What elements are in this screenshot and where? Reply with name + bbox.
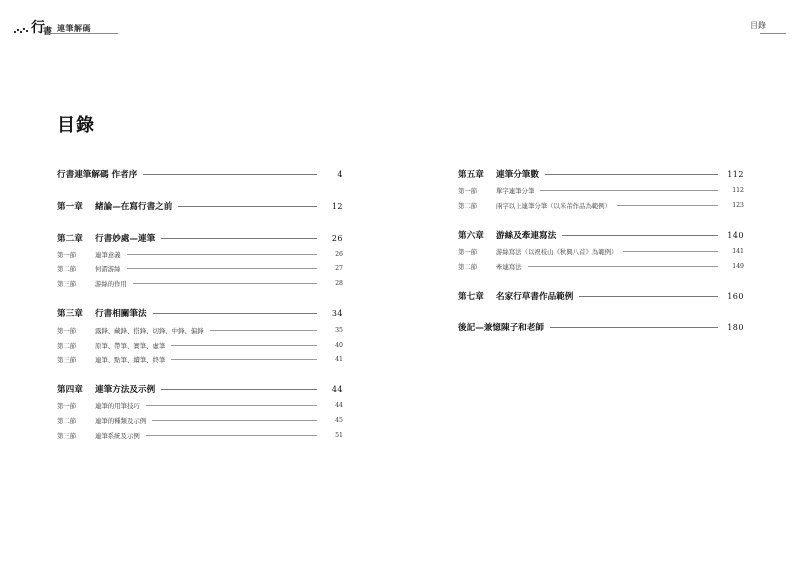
toc-leader-line <box>545 174 718 175</box>
toc-page-number: 44 <box>335 401 343 409</box>
logo-char-bottom: 書 <box>43 27 53 37</box>
toc-chapter-entry[interactable] <box>458 290 744 302</box>
toc-section-entry[interactable] <box>57 340 343 350</box>
toc-page-number: 41 <box>335 355 343 363</box>
toc-entry-number: 第一節 <box>57 326 77 335</box>
toc-leader-line <box>127 254 317 255</box>
toc-leader-line <box>127 268 317 269</box>
page-title: 目錄 <box>57 115 95 136</box>
toc-page-number: 26 <box>335 250 343 258</box>
toc-leader-line <box>171 359 317 360</box>
toc-entry-title: 游絲及牽連寫法 <box>496 231 557 241</box>
logo-char-top: 行 <box>31 20 45 36</box>
toc-section-entry[interactable] <box>57 249 343 259</box>
toc-page-number: 44 <box>331 384 343 394</box>
toc-entry-number: 第二節 <box>57 416 77 425</box>
logo-dots-icon <box>14 22 30 34</box>
toc-entry-title: 連筆分筆數 <box>496 170 539 180</box>
toc-page-number: 160 <box>727 291 744 301</box>
toc-entry-number: 第三節 <box>57 279 77 288</box>
toc-entry-title: 行書相關筆法 <box>95 309 147 319</box>
toc-entry-title: 連筆意義 <box>95 250 121 259</box>
toc-leader-line <box>210 330 317 331</box>
toc-page-number: 28 <box>335 279 343 287</box>
toc-entry-number: 第二節 <box>458 201 478 210</box>
toc-entry-number: 第一章 <box>57 202 83 212</box>
toc-entry-number: 第五章 <box>458 170 484 180</box>
toc-section-entry[interactable] <box>57 325 343 335</box>
toc-page-number: 140 <box>727 230 744 240</box>
toc-leader-line <box>153 313 317 314</box>
toc-page-number: 34 <box>331 308 343 318</box>
toc-leader-line <box>161 389 317 390</box>
toc-page-number: 4 <box>337 169 343 179</box>
toc-section-entry[interactable] <box>458 246 744 256</box>
running-header-left <box>14 18 92 37</box>
toc-section-entry[interactable] <box>57 400 343 410</box>
toc-entry-title: 牽連寫法 <box>496 262 522 271</box>
toc-chapter-entry[interactable] <box>57 232 343 244</box>
toc-section-entry[interactable] <box>458 200 744 210</box>
toc-section-entry[interactable] <box>57 278 343 288</box>
toc-entry-title: 原筆、帶筆、實筆、虛筆 <box>95 341 166 350</box>
toc-page-number: 27 <box>335 264 343 272</box>
toc-section-entry[interactable] <box>458 185 744 195</box>
toc-leader-line <box>540 190 718 191</box>
toc-entry-number: 第三節 <box>57 431 77 440</box>
toc-entry-number: 第一節 <box>57 401 77 410</box>
toc-entry-number: 第二節 <box>458 262 478 271</box>
toc-entry-number: 第二章 <box>57 234 83 244</box>
toc-entry-number: 第一節 <box>57 250 77 259</box>
toc-leader-line <box>152 420 317 421</box>
toc-page-number: 123 <box>732 201 744 209</box>
toc-leader-line <box>133 283 317 284</box>
toc-page-number: 26 <box>331 233 343 243</box>
toc-entry-title: 連筆的用筆技巧 <box>95 401 140 410</box>
toc-entry-title: 何謂游絲 <box>95 264 121 273</box>
toc-entry-number: 第六章 <box>458 231 484 241</box>
toc-section-entry[interactable] <box>458 261 744 271</box>
toc-entry-title: 連筆、點筆、續筆、終筆 <box>95 355 166 364</box>
toc-leader-line <box>579 296 718 297</box>
toc-entry-title: 後記—兼憶陳子和老師 <box>458 323 544 333</box>
toc-chapter-entry[interactable] <box>57 383 343 395</box>
toc-page-number: 112 <box>727 169 744 179</box>
toc-leader-line <box>617 205 718 206</box>
toc-leader-line <box>528 266 718 267</box>
toc-page-number: 141 <box>732 247 744 255</box>
toc-entry-number: 第七章 <box>458 292 484 302</box>
toc-entry-number: 第二節 <box>57 264 77 273</box>
toc-entry-number: 第二節 <box>57 341 77 350</box>
toc-section-entry[interactable] <box>57 354 343 364</box>
toc-entry-title: 名家行草書作品範例 <box>496 292 574 302</box>
toc-entry-title: 緒論—在寫行書之前 <box>95 202 173 212</box>
toc-page-number: 40 <box>335 341 343 349</box>
toc-chapter-entry[interactable] <box>57 307 343 319</box>
toc-leader-line <box>143 174 317 175</box>
toc-leader-line <box>146 405 317 406</box>
toc-leader-line <box>178 206 317 207</box>
toc-page-number: 51 <box>335 431 343 439</box>
toc-page-number: 149 <box>732 262 744 270</box>
toc-chapter-entry[interactable] <box>57 168 343 180</box>
toc-entry-title: 兩字以上連筆分筆（以米芾作品為範例） <box>496 201 612 210</box>
toc-entry-title: 露鋒、藏鋒、搭鋒、切鋒、中鋒、偏鋒 <box>95 326 204 335</box>
toc-entry-title: 游絲的作用 <box>95 279 127 288</box>
toc-entry-title: 行書妙處—連筆 <box>95 234 156 244</box>
toc-chapter-entry[interactable] <box>458 229 744 241</box>
toc-leader-line <box>623 251 718 252</box>
toc-page-number: 180 <box>727 322 744 332</box>
toc-page-number: 45 <box>335 416 343 424</box>
toc-entry-number: 第三章 <box>57 309 83 319</box>
toc-entry-number: 第四章 <box>57 385 83 395</box>
running-header-section: 目錄 <box>750 21 766 30</box>
toc-entry-title: 連筆系統及示例 <box>95 431 140 440</box>
toc-entry-title: 游絲寫法（以祝枝山《秋興八首》為範例） <box>496 247 618 256</box>
toc-chapter-entry[interactable] <box>458 168 744 180</box>
toc-entry-title: 連筆方法及示例 <box>95 385 156 395</box>
toc-leader-line <box>562 235 718 236</box>
toc-leader-line <box>550 327 718 328</box>
book-title: 連筆解碼 <box>57 24 92 33</box>
toc-entry-number: 第一節 <box>458 186 478 195</box>
toc-page-number: 35 <box>335 326 343 334</box>
toc-section-entry[interactable] <box>57 430 343 440</box>
toc-chapter-entry[interactable] <box>57 200 343 212</box>
toc-entry-title: 行書連筆解碼 作者序 <box>57 170 138 180</box>
toc-leader-line <box>161 238 317 239</box>
toc-page-number: 12 <box>331 201 343 211</box>
toc-leader-line <box>146 435 317 436</box>
toc-entry-title: 單字連筆分筆 <box>496 186 535 195</box>
toc-leader-line <box>171 345 317 346</box>
toc-chapter-entry[interactable] <box>458 321 744 333</box>
header-rule-left <box>46 33 118 34</box>
toc-entry-number: 第一節 <box>458 247 478 256</box>
toc-entry-title: 連筆的種類及示例 <box>95 416 147 425</box>
header-rule-right <box>760 33 786 34</box>
toc-entry-number: 第三節 <box>57 355 77 364</box>
toc-section-entry[interactable] <box>57 263 343 273</box>
toc-page-number: 112 <box>732 186 744 194</box>
toc-section-entry[interactable] <box>57 415 343 425</box>
